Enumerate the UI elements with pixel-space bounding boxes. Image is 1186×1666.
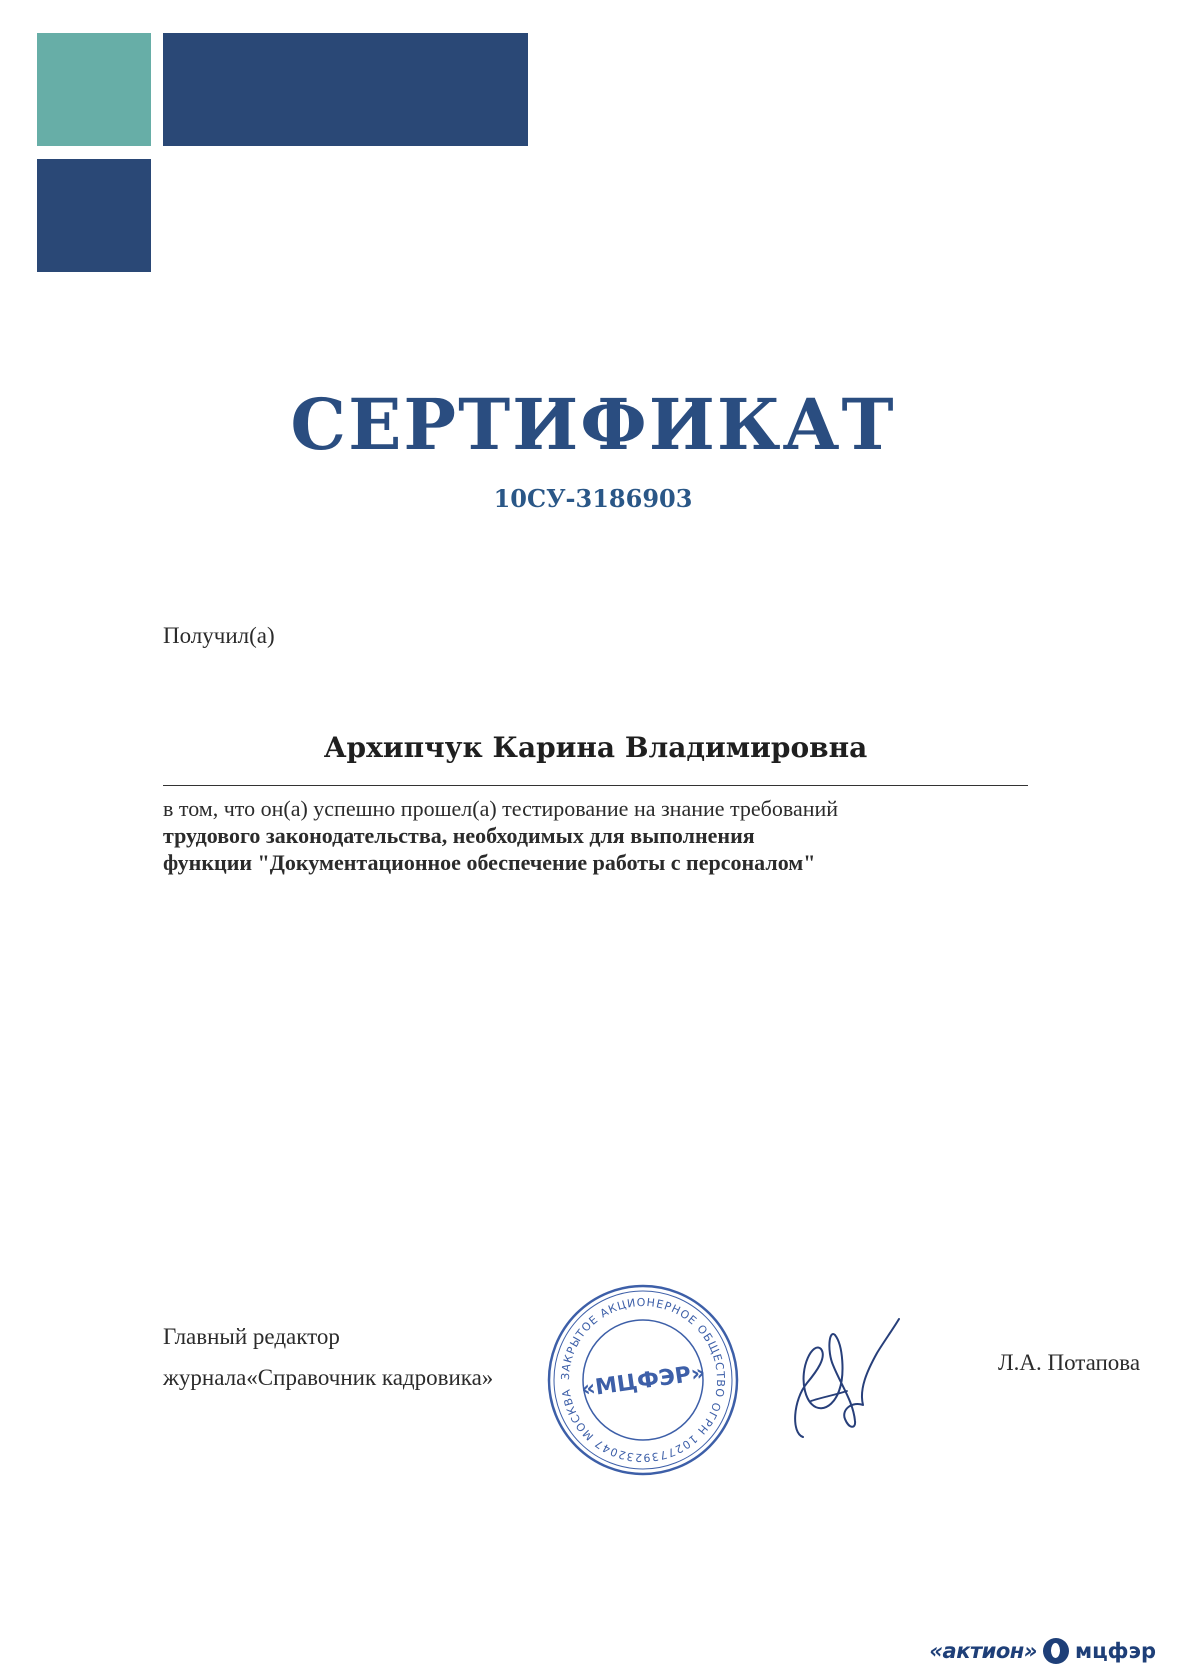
decor-teal-square (37, 33, 151, 146)
signer-title-line-1: Главный редактор (163, 1324, 340, 1349)
signer-name: Л.А. Потапова (998, 1350, 1141, 1375)
received-label: Получил(а) (163, 623, 275, 648)
seal-center-text: «МЦФЭР» (579, 1360, 707, 1403)
statement-line-1: в том, что он(а) успешно прошел(а) тестирование на знание требований (163, 796, 839, 821)
signer-title (163, 1316, 493, 1398)
company-seal-stamp (543, 1280, 743, 1480)
certificate-title: СЕРТИФИКАТ (290, 383, 896, 466)
signer-title-line-2: журнала«Справочник кадровика» (163, 1365, 494, 1390)
statement-line-3: функции "Документационное обеспечение работы с персоналом" (163, 850, 816, 875)
recipient-underline (163, 785, 1028, 786)
handwritten-signature (783, 1305, 913, 1445)
footer-brand-logo (929, 1638, 1156, 1664)
certificate-number: 10СУ-3186903 (493, 484, 693, 513)
certificate-statement (163, 795, 1063, 876)
aktion-logo-text: «актион» (929, 1639, 1037, 1663)
statement-line-2: трудового законодательства, необходимых для выполнения (163, 823, 755, 848)
mcfer-logo-text: мцфэр (1074, 1639, 1156, 1663)
recipient-name: Архипчук Карина Владимировна (323, 731, 868, 764)
decor-navy-bar (163, 33, 528, 146)
seal-ring-text: ЗАКРЫТОЕ АКЦИОНЕРНОЕ ОБЩЕСТВО ОГРН 1027739232047 МОСКВА (558, 1295, 728, 1465)
decor-navy-square (37, 159, 151, 272)
brand-emblem-icon (1043, 1638, 1069, 1664)
